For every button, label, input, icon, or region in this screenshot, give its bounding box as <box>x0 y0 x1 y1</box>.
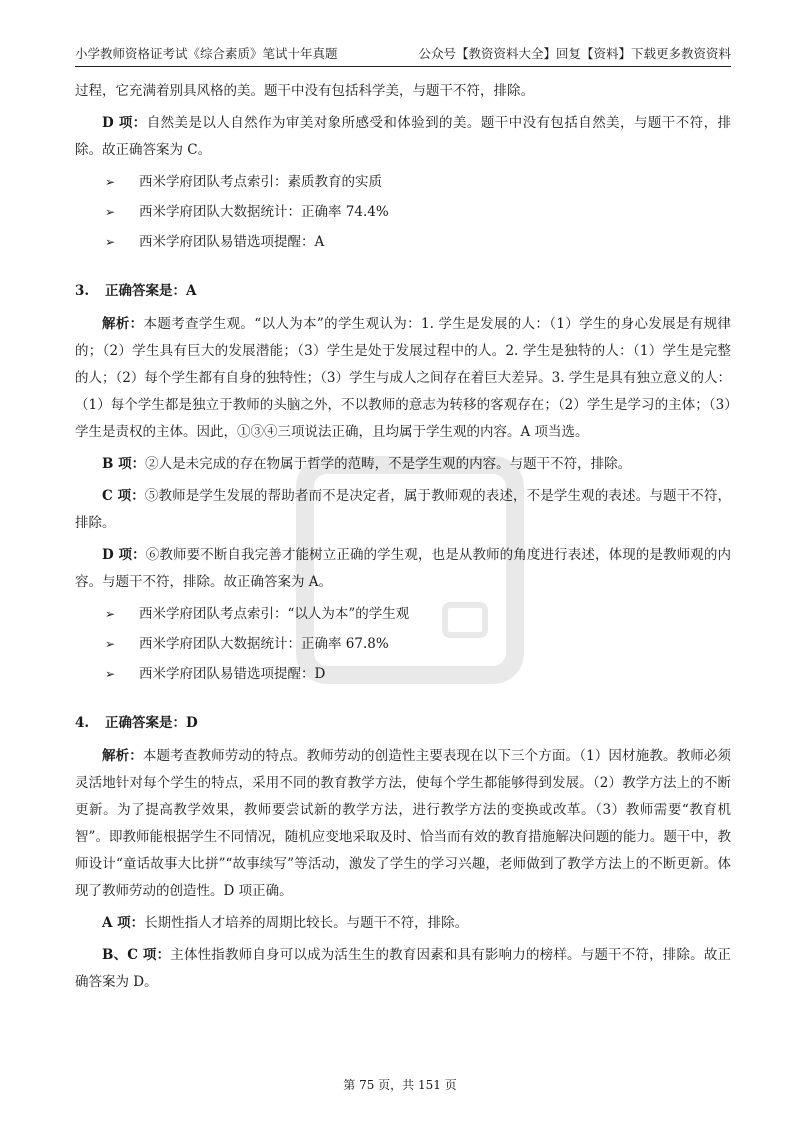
header-left-title: 小学教师资格证考试《综合素质》笔试十年真题 <box>75 46 338 61</box>
list-item <box>105 199 731 226</box>
question-4-heading <box>75 710 731 737</box>
header-right-promo: 公众号【教资资料大全】回复【资料】下载更多教资资料 <box>418 46 731 61</box>
list-item <box>105 631 731 658</box>
q3-option-c <box>75 483 731 537</box>
arrow-right-icon: ➢ <box>105 637 116 651</box>
q3-option-d <box>75 542 731 596</box>
bullet-text: 西米学府团队考点索引：素质教育的实质 <box>139 174 382 190</box>
option-label: D 项： <box>102 115 147 131</box>
option-text: ⑤教师是学生发展的帮助者而不是决定者，属于教师观的表述，不是学生观的表述。与题干不符，排除。 <box>75 488 732 531</box>
option-label: A 项： <box>102 915 145 931</box>
page-header <box>75 44 731 67</box>
page-number: 第 75 页，共 151 页 <box>343 1078 457 1092</box>
option-text: 自然美是以人自然作为审美对象所感受和体验到的美。题干中没有包括自然美，与题干不符，排除。故正确答案为 C。 <box>75 115 731 158</box>
bullet-text: 西米学府团队易错选项提醒：D <box>139 666 326 682</box>
list-item <box>105 169 731 196</box>
q3-analysis <box>75 311 731 446</box>
analysis-text: 本题考查学生观。“以人为本”的学生观认为：1. 学生是发展的人：（1）学生的身心发展是有规律的；（2）学生具有巨大的发展潜能；（3）学生是处于发展过程中的人。2. 学生是独特的人：（1）学生是完整的人；（2）每个学生都有自身的独特性；（3）学生与成人之间存在着巨大差异。3. 学生是具有独立意义的人：（1）每个学生都是独立于教师的头脑之外，不以教师的意志为转移的客观存在；（2）学生是学习的主体；（3）学生是责权的主体。因此，①③④三项说法正确，且均属于学生观的内容。A 项当选。 <box>75 316 731 440</box>
list-item <box>105 229 731 256</box>
q4-option-bc <box>75 942 731 996</box>
option-text: 主体性指教师自身可以成为活生生的教育因素和具有影响力的榜样。与题干不符，排除。故正确答案为 D。 <box>75 947 732 990</box>
list-item <box>105 661 731 688</box>
bullet-text: 西米学府团队易错选项提醒：A <box>139 234 325 250</box>
q4-option-a <box>75 910 731 937</box>
question-number: 3. <box>75 283 90 299</box>
arrow-right-icon: ➢ <box>105 607 116 621</box>
analysis-label: 解析： <box>102 748 143 764</box>
option-text: 长期性指人才培养的周期比较长。与题干不符，排除。 <box>144 915 469 931</box>
option-text: ⑥教师要不断自我完善才能树立正确的学生观，也是从教师的角度进行表述，体现的是教师观的内容。与题干不符，排除。故正确答案为 A。 <box>75 547 731 590</box>
question-answer: 正确答案是：A <box>105 283 197 299</box>
bullet-text: 西米学府团队大数据统计：正确率 67.8% <box>139 636 389 652</box>
bullet-text: 西米学府团队大数据统计：正确率 74.4% <box>139 204 389 220</box>
q3-option-b <box>75 451 731 478</box>
arrow-right-icon: ➢ <box>105 235 116 249</box>
q4-analysis <box>75 743 731 905</box>
arrow-right-icon: ➢ <box>105 175 116 189</box>
question-3-heading <box>75 278 731 305</box>
option-label: B、C 项： <box>102 947 171 963</box>
list-item <box>105 601 731 628</box>
analysis-label: 解析： <box>102 316 144 332</box>
option-label: D 项： <box>102 547 146 563</box>
analysis-text: 本题考查教师劳动的特点。教师劳动的创造性主要表现在以下三个方面。（1）因材施教。教师必须灵活地针对每个学生的特点，采用不同的教育教学方法，使每个学生都能够得到发展。（2）教学方法上的不断更新。为了提高教学效果，教师要尝试新的教学方法，进行教学方法的变换或改革。（3）教师需要“教育机智”。即教师能根据学生不同情况，随机应变地采取及时、恰当而有效的教育措施解决问题的能力。题干中，教师设计“童话故事大比拼”“故事续写”等活动，激发了学生的学习兴趣，老师做到了教学方法上的不断更新。体现了教师劳动的创造性。D 项正确。 <box>75 748 731 899</box>
arrow-right-icon: ➢ <box>105 667 116 681</box>
bullet-text: 西米学府团队考点索引：“以人为本”的学生观 <box>139 606 410 622</box>
document-body <box>75 78 731 1001</box>
option-text: ②人是未完成的存在物属于哲学的范畴，不是学生观的内容。与题干不符，排除。 <box>145 456 632 472</box>
intro-option-d <box>75 110 731 164</box>
option-label: B 项： <box>102 456 146 472</box>
question-number: 4. <box>75 715 90 731</box>
question-answer: 正确答案是：D <box>105 715 198 731</box>
arrow-right-icon: ➢ <box>105 205 116 219</box>
option-label: C 项： <box>102 488 145 504</box>
intro-line: 过程，它充满着别具风格的美。题干中没有包括科学美，与题干不符，排除。 <box>75 83 534 99</box>
